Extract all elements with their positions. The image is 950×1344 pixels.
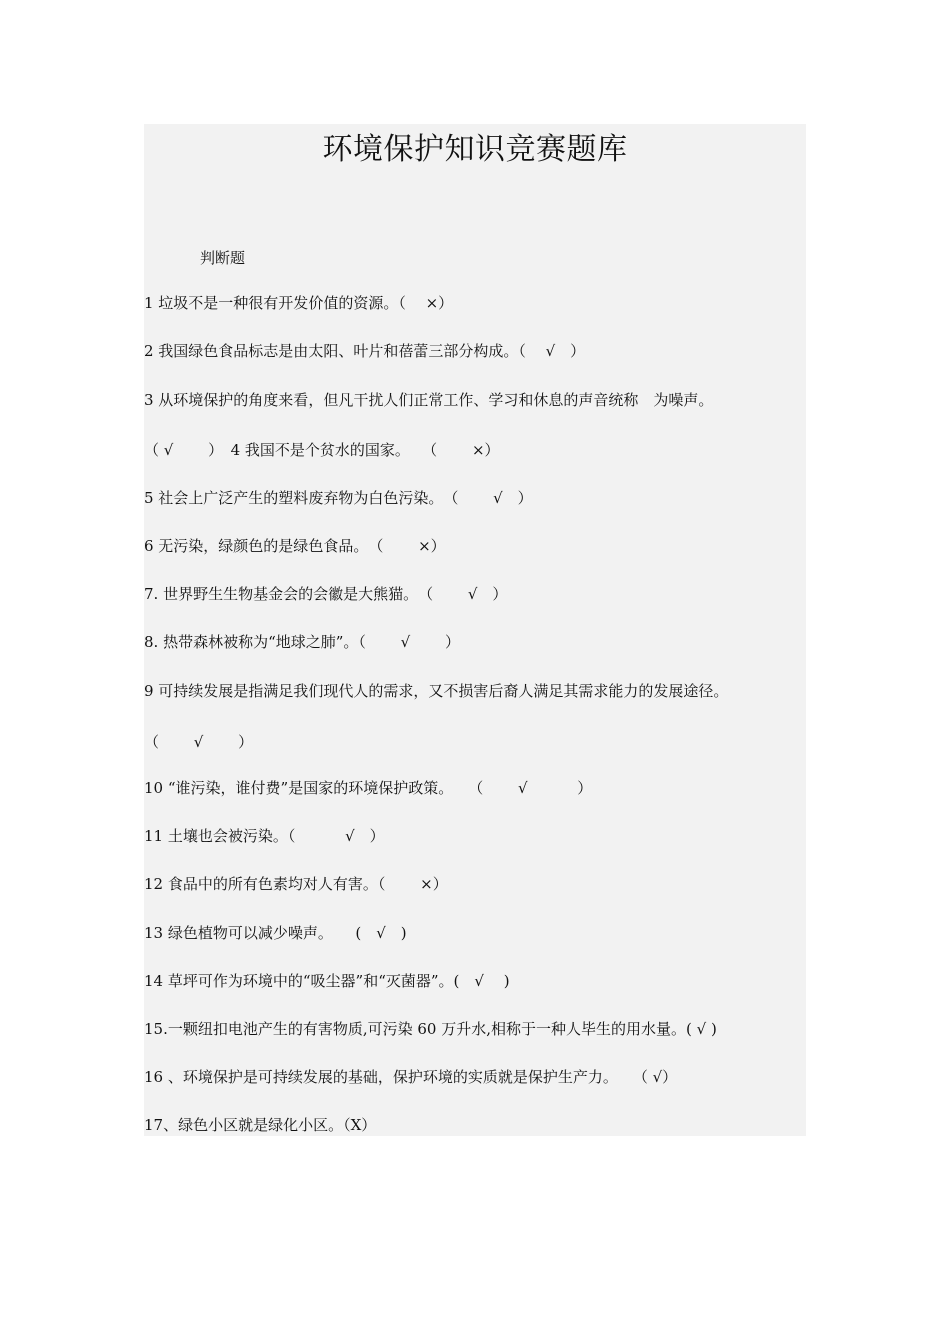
question-line: （ √ ）: [144, 733, 254, 751]
section-heading: 判断题: [200, 249, 246, 267]
question-line: 7. 世界野生生物基金会的会徽是大熊猫。 （ √ ）: [144, 585, 508, 603]
question-line: 15.一颗纽扣电池产生的有害物质,可污染 60 万升水,相称于一种人毕生的用水量。( √ ): [144, 1020, 717, 1038]
page-title: 环境保护知识竞赛题库: [322, 132, 628, 167]
question-line: 8. 热带森林被称为“地球之肺”。（ √ ）: [144, 633, 461, 651]
question-line: 13 绿色植物可以减少噪声。 ( √ ): [144, 924, 407, 942]
question-line: （ √ ） 4 我国不是个贫水的国家。 （ ×）: [144, 441, 500, 459]
question-line: 2 我国绿色食品标志是由太阳、叶片和蓓蕾三部分构成。（ √ ）: [144, 342, 586, 360]
question-line: 10 “谁污染，谁付费”是国家的环境保护政策。 （ √ ）: [144, 779, 593, 797]
question-line: 14 草坪可作为环境中的“吸尘器”和“灭菌器”。( √ ): [144, 972, 510, 990]
question-line: 16 、环境保护是可持续发展的基础，保护环境的实质就是保护生产力。 （ √）: [144, 1068, 678, 1086]
question-line: 5 社会上广泛产生的塑料废弃物为白色污染。 （ √ ）: [144, 489, 533, 507]
question-line: 6 无污染，绿颜色的是绿色食品。 （ ×）: [144, 537, 446, 555]
question-line: 17、绿色小区就是绿化小区。（X）: [144, 1116, 377, 1134]
question-line: 3 从环境保护的角度来看，但凡干扰人们正常工作、学习和休息的声音统称 为噪声。: [144, 391, 714, 409]
question-line: 11 土壤也会被污染。（ √ ）: [144, 827, 385, 845]
question-line: 12 食品中的所有色素均对人有害。（ ×）: [144, 875, 448, 893]
question-line: 9 可持续发展是指满足我们现代人的需求，又不损害后裔人满足其需求能力的发展途径。: [144, 682, 729, 700]
question-line: 1 垃圾不是一种很有开发价值的资源。（ ×）: [144, 294, 454, 312]
